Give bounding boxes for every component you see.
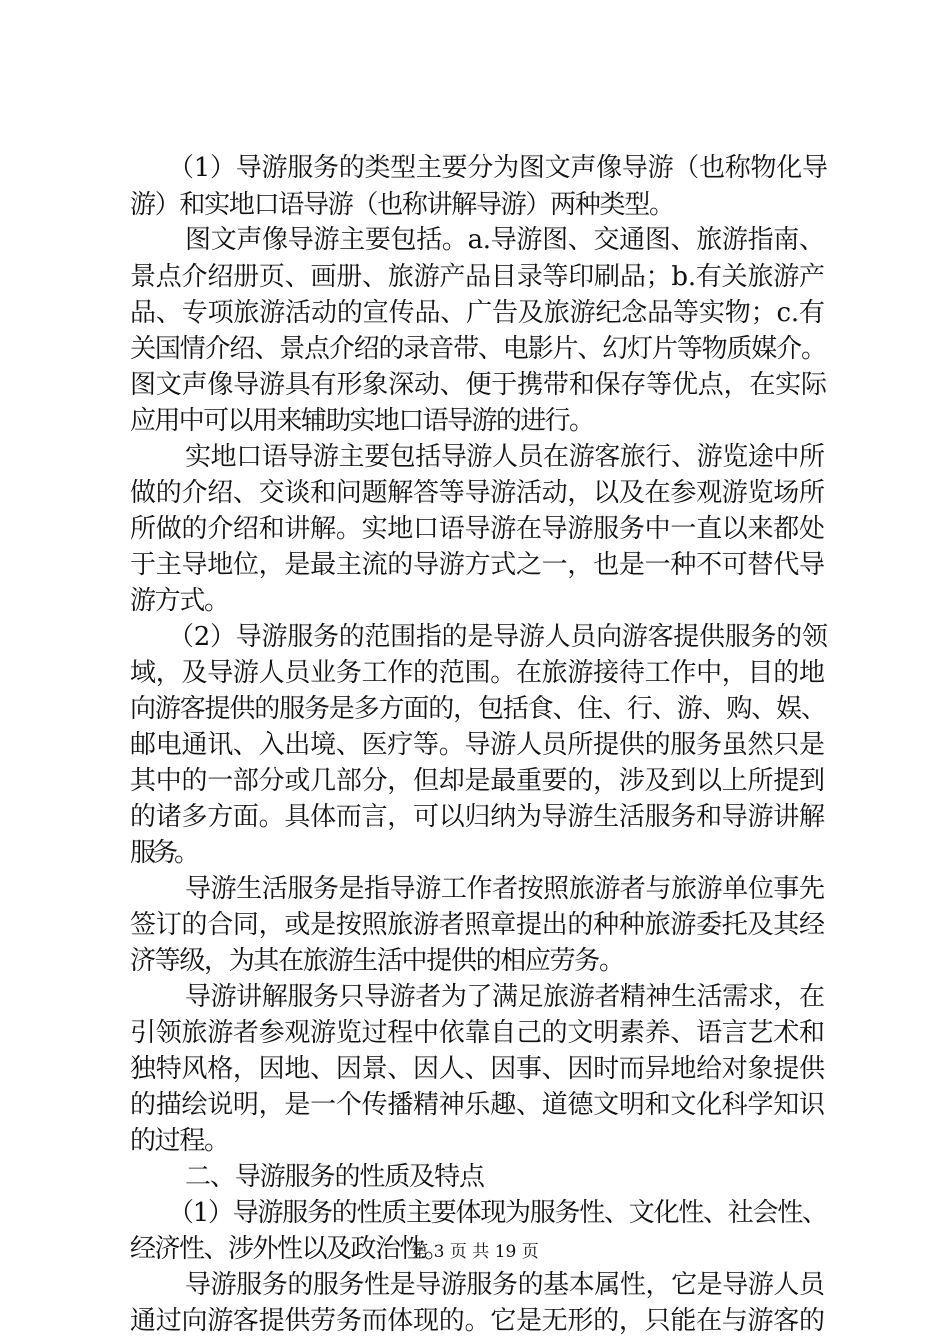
text-line-content: 向游客提供的服务是多方面的，包括食、住、行、游、购、娱、: [130, 694, 826, 724]
text-line: [0, 1087, 950, 1123]
text-line-content: 关国情介绍、景点介绍的录音带、电影片、幻灯片等物质媒介。: [130, 334, 826, 364]
text-line: [0, 871, 950, 907]
text-line: [0, 979, 950, 1015]
text-line: [0, 403, 950, 439]
text-line: [0, 1015, 950, 1051]
text-line-content: 应用中可以用来辅助实地口语导游的进行。: [130, 406, 594, 436]
text-line-content: （1）导游服务的性质主要体现为服务性、文化性、社会性、: [168, 1198, 827, 1228]
text-line: [0, 439, 950, 475]
text-line-content: 导游服务的服务性是导游服务的基本属性，它是导游人员: [185, 1270, 825, 1300]
text-line: [0, 1051, 950, 1087]
text-line-content: 其中的一部分或几部分，但却是最重要的，涉及到以上所提到: [130, 766, 825, 796]
text-line-content: 的过程。: [130, 1126, 229, 1156]
text-line-content: 通过向游客提供劳务而体现的。它是无形的，只能在与游客的: [130, 1306, 825, 1336]
text-line: [0, 475, 950, 511]
text-line: [0, 943, 950, 979]
text-line: [0, 619, 950, 655]
text-line-content: 引领旅游者参观游览过程中依靠自己的文明素养、语言艺术和: [130, 1018, 825, 1048]
text-line: [0, 691, 950, 727]
text-line: [0, 583, 950, 619]
text-line-content: 品、专项旅游活动的宣传品、广告及旅游纪念品等实物；c.有: [130, 298, 825, 328]
text-line-content: 做的介绍、交谈和问题解答等导游活动，以及在参观游览场所: [130, 478, 825, 508]
text-line: [0, 259, 950, 295]
text-line-content: 济等级，为其在旅游生活中提供的相应劳务。: [130, 946, 624, 976]
text-line-content: 独特风格，因地、因景、因人、因事、因时而异地给对象提供: [130, 1054, 825, 1084]
text-line-content: 导游生活服务是指导游工作者按照旅游者与旅游单位事先: [185, 874, 825, 904]
text-line: [0, 835, 950, 871]
text-line-content: 签订的合同，或是按照旅游者照章提出的种种旅游委托及其经: [130, 910, 825, 940]
text-line-content: （1）导游服务的类型主要分为图文声像导游（也称物化导: [168, 153, 828, 183]
text-line-content: 游）和实地口语导游（也称讲解导游）两种类型。: [130, 190, 674, 220]
text-line: [0, 331, 950, 367]
text-line-content: 于主导地位，是最主流的导游方式之一，也是一种不可替代导: [130, 550, 825, 580]
text-line-content: 导游讲解服务只导游者为了满足旅游者精神生活需求，在: [185, 982, 825, 1012]
text-line: [0, 655, 950, 691]
text-line-content: （2）导游服务的范围指的是导游人员向游客提供服务的领: [168, 622, 828, 652]
text-line: [0, 1123, 950, 1159]
text-line-content: 二、导游服务的性质及特点: [185, 1162, 484, 1192]
text-line: [0, 799, 950, 835]
text-line: [0, 511, 950, 547]
text-line: [0, 150, 950, 186]
page-footer: 第 3 页 共 19 页: [411, 1242, 539, 1262]
text-line-content: 的描绘说明，是一个传播精神乐趣、道德文明和文化科学知识: [130, 1090, 825, 1120]
text-line: [0, 547, 950, 583]
text-line: [0, 907, 950, 943]
text-line: [0, 187, 950, 223]
text-line-content: 图文声像导游具有形象深动、便于携带和保存等优点，在实际: [130, 370, 827, 400]
text-line-content: 实地口语导游主要包括导游人员在游客旅行、游览途中所: [185, 442, 825, 472]
text-line-content: 域，及导游人员业务工作的范围。在旅游接待工作中，目的地: [130, 658, 825, 688]
text-line: [0, 727, 950, 763]
text-line: [0, 367, 950, 403]
text-line: [0, 222, 950, 258]
text-line-content: 服务。: [130, 838, 197, 868]
text-line: [0, 1303, 950, 1339]
text-line-content: 游方式。: [130, 586, 229, 616]
text-line-content: 经济性、涉外性以及政治性。: [130, 1234, 449, 1264]
text-line: [0, 1267, 950, 1303]
text-line-content: 景点介绍册页、画册、旅游产品目录等印刷品；b.有关旅游产: [130, 262, 825, 292]
text-line: [0, 1159, 950, 1195]
text-line-content: 邮电通讯、入出境、医疗等。导游人员所提供的服务虽然只是: [130, 730, 825, 760]
text-line-content: 所做的介绍和讲解。实地口语导游在导游服务中一直以来都处: [130, 514, 825, 544]
text-line-content: 的诸多方面。具体而言，可以归纳为导游生活服务和导游讲解: [130, 802, 825, 832]
text-line-content: 图文声像导游主要包括。a.导游图、交通图、旅游指南、: [185, 225, 825, 255]
text-line: [0, 1195, 950, 1231]
text-line: [0, 295, 950, 331]
text-line: [0, 763, 950, 799]
